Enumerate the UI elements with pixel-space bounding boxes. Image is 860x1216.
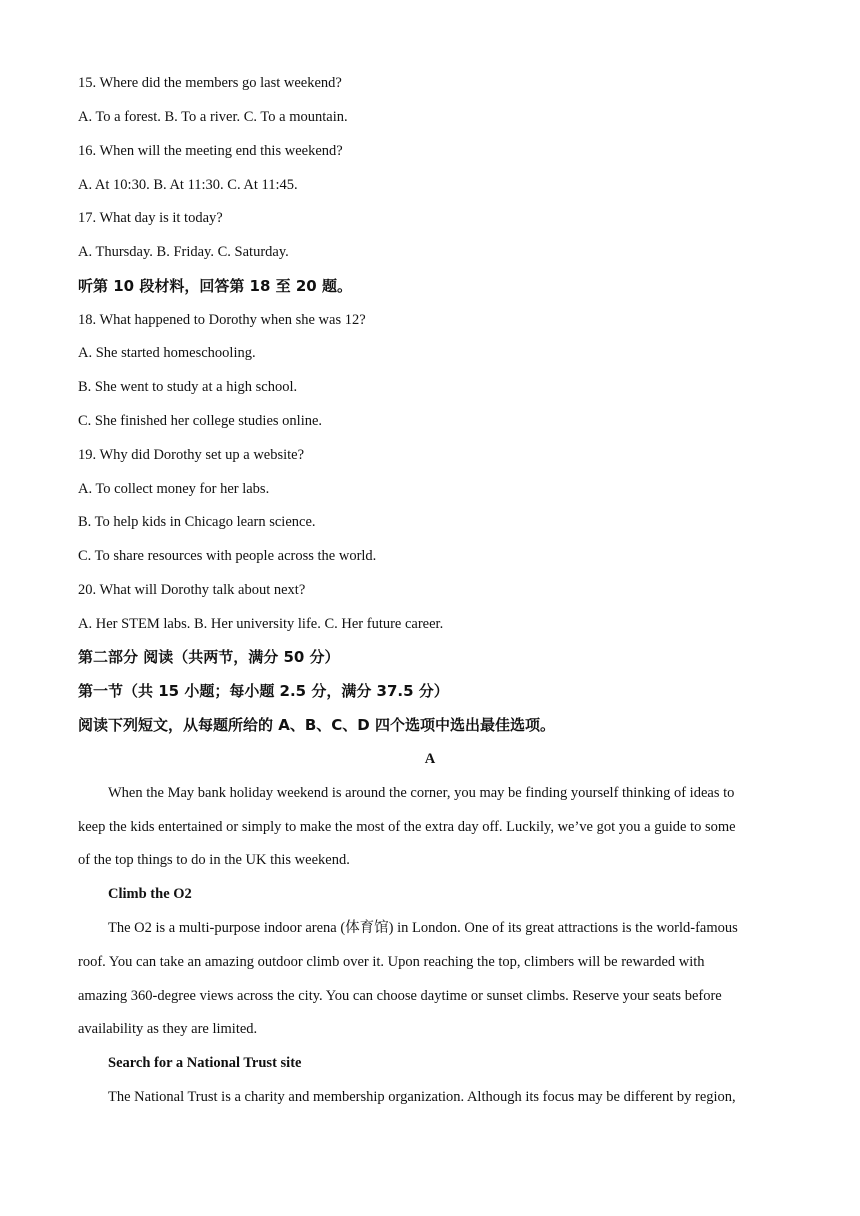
section-1-heading: 第一节（共 15 小题；每小题 2.5 分，满分 37.5 分） — [78, 682, 449, 700]
question-16: 16. When will the meeting end this weekend? — [78, 143, 343, 159]
question-16-options: A. At 10:30. B. At 11:30. C. At 11:45. — [78, 177, 298, 193]
paragraph-1-line-2: keep the kids entertained or simply to make the most of the extra day off. Luckily, we’ve got you a guide to some — [78, 819, 736, 835]
paragraph-3-line-1: The National Trust is a charity and membership organization. Although its focus may be different by region, — [108, 1089, 736, 1105]
question-15-options: A. To a forest. B. To a river. C. To a mountain. — [78, 109, 348, 125]
passage-label: A — [424, 751, 436, 767]
question-19: 19. Why did Dorothy set up a website? — [78, 447, 305, 463]
paragraph-1-line-1: When the May bank holiday weekend is around the corner, you may be finding yourself thinking of ideas to — [108, 785, 735, 801]
question-19-option-b: B. To help kids in Chicago learn science. — [78, 514, 316, 530]
question-20-options: A. Her STEM labs. B. Her university life. C. Her future career. — [78, 616, 444, 632]
paragraph-2-line-3: amazing 360-degree views across the city. You can choose daytime or sunset climbs. Reserve your seats before — [78, 988, 722, 1004]
question-19-option-c: C. To share resources with people across the world. — [78, 548, 377, 564]
paragraph-2-line-4: availability as they are limited. — [78, 1021, 258, 1037]
question-17: 17. What day is it today? — [78, 210, 223, 226]
question-19-option-a: A. To collect money for her labs. — [78, 481, 270, 497]
section-10-heading: 听第 10 段材料，回答第 18 至 20 题。 — [78, 277, 352, 295]
paragraph-1-line-3: of the top things to do in the UK this weekend. — [78, 852, 350, 868]
question-17-options: A. Thursday. B. Friday. C. Saturday. — [78, 244, 289, 260]
question-18-option-c: C. She finished her college studies online. — [78, 413, 323, 429]
subheading-national-trust: Search for a National Trust site — [108, 1055, 302, 1071]
instructions: 阅读下列短文，从每题所给的 A、B、C、D 四个选项中选出最佳选项。 — [78, 716, 555, 734]
question-18-option-a: A. She started homeschooling. — [78, 345, 256, 361]
subheading-climb-o2: Climb the O2 — [108, 886, 192, 902]
paragraph-2-line-2: roof. You can take an amazing outdoor climb over it. Upon reaching the top, climbers will be rewarded with — [78, 954, 705, 970]
part-2-heading: 第二部分 阅读（共两节，满分 50 分） — [78, 648, 340, 666]
question-18: 18. What happened to Dorothy when she was 12? — [78, 312, 366, 328]
paragraph-2-line-1: The O2 is a multi-purpose indoor arena (体育馆) in London. One of its great attractions is the world-famous — [108, 920, 738, 936]
question-18-option-b: B. She went to study at a high school. — [78, 379, 298, 395]
question-15: 15. Where did the members go last weekend? — [78, 75, 342, 91]
question-20: 20. What will Dorothy talk about next? — [78, 582, 306, 598]
